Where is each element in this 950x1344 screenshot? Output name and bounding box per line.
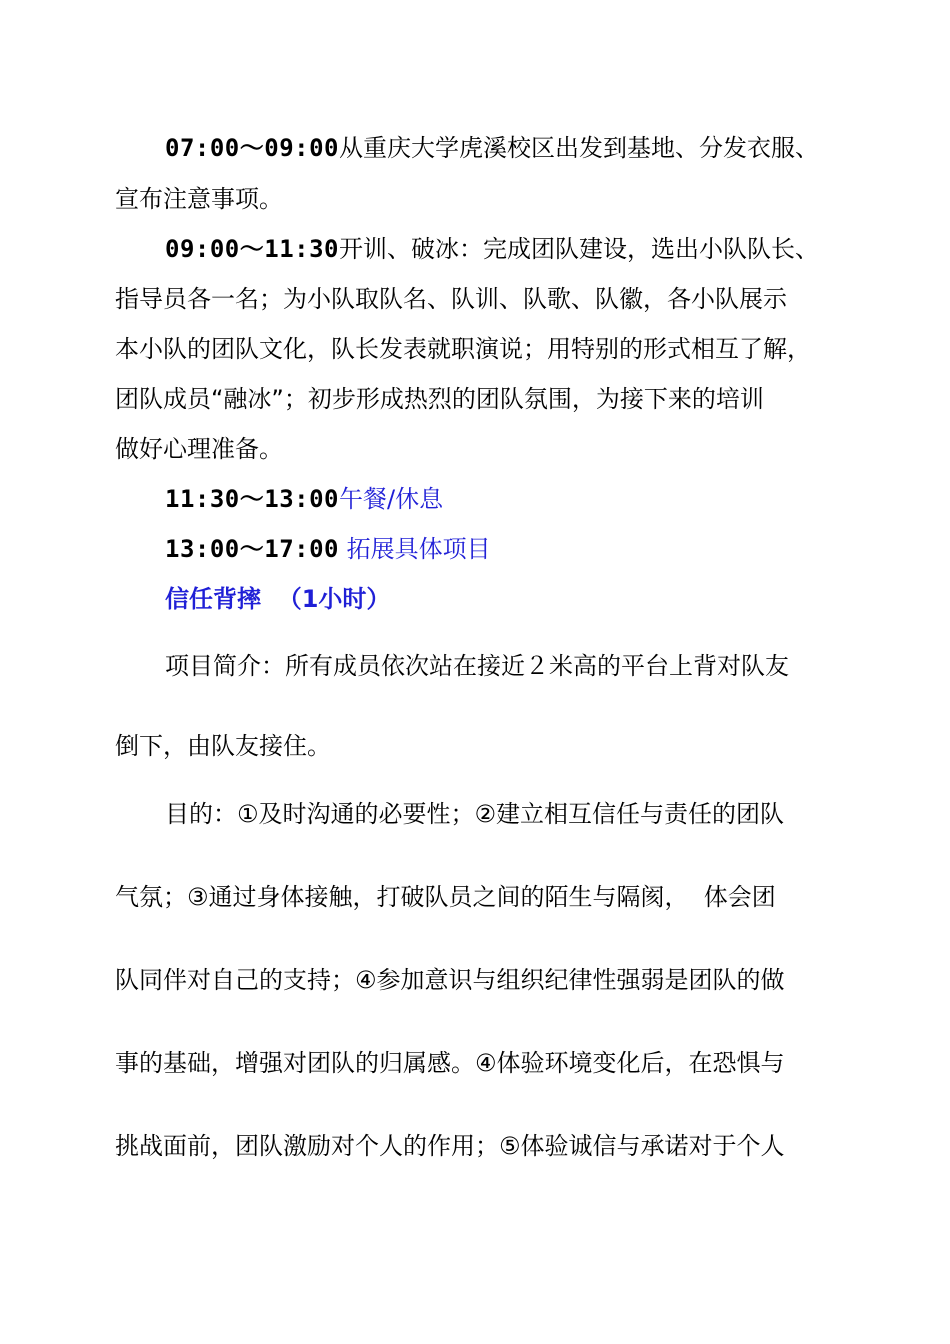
project-purpose-text: 队同伴对自己的支持；④参加意识与组织纪律性强弱是团队的做 xyxy=(115,966,785,994)
schedule-text: 午餐/休息 xyxy=(339,485,444,513)
schedule-line-3 xyxy=(0,482,950,516)
schedule-text: 本小队的团队文化，队长发表就职演说；用特别的形式相互了解， xyxy=(115,335,811,363)
project-purpose-text: 事的基础，增强对团队的归属感。④体验环境变化后，在恐惧与 xyxy=(115,1049,785,1077)
schedule-text: 宣布注意事项。 xyxy=(115,185,283,213)
schedule-time: 11:30～13:00 xyxy=(165,485,339,513)
schedule-line-2-cont-2 xyxy=(0,332,950,366)
schedule-time: 07:00～09:00 xyxy=(165,134,339,162)
project-purpose-text: 气氛；③通过身体接触，打破队员之间的陌生与隔阂， 体会团 xyxy=(115,883,776,911)
project-purpose-line-1 xyxy=(0,797,950,831)
schedule-text: 指导员各一名；为小队取队名、队训、队歌、队徽，各小队展示 xyxy=(115,285,787,313)
schedule-line-4 xyxy=(0,532,950,566)
project-purpose-line-4 xyxy=(0,1046,950,1080)
schedule-text: 拓展具体项目 xyxy=(339,535,491,563)
project-purpose-text: 目的：①及时沟通的必要性；②建立相互信任与责任的团队 xyxy=(165,800,785,828)
project-purpose-text: 挑战面前，团队激励对个人的作用；⑤体验诚信与承诺对于个人 xyxy=(115,1132,785,1160)
schedule-text: 从重庆大学虎溪校区出发到基地、分发衣服、 xyxy=(339,134,819,162)
project-intro-text: 项目简介：所有成员依次站在接近２米高的平台上背对队友 xyxy=(165,652,789,680)
schedule-time: 09:00～11:30 xyxy=(165,235,339,263)
project-title-text: 信任背摔 （1小时） xyxy=(165,585,391,613)
project-title xyxy=(0,582,950,616)
schedule-line-2-cont-3 xyxy=(0,382,950,416)
project-purpose-line-3 xyxy=(0,963,950,997)
project-purpose-line-2 xyxy=(0,880,950,914)
schedule-line-1-cont xyxy=(0,182,950,216)
schedule-line-1 xyxy=(0,131,950,165)
schedule-time: 13:00～17:00 xyxy=(165,535,339,563)
project-purpose-line-5 xyxy=(0,1129,950,1163)
schedule-text: 做好心理准备。 xyxy=(115,435,283,463)
schedule-line-2-cont-4 xyxy=(0,432,950,466)
schedule-text: 开训、破冰：完成团队建设，选出小队队长、 xyxy=(339,235,819,263)
schedule-line-2 xyxy=(0,232,950,266)
project-intro-text: 倒下，由队友接住。 xyxy=(115,732,331,760)
project-intro-cont xyxy=(0,729,950,763)
schedule-text: 团队成员“融冰”；初步形成热烈的团队氛围，为接下来的培训 xyxy=(115,385,764,413)
project-intro xyxy=(0,649,950,683)
schedule-line-2-cont-1 xyxy=(0,282,950,316)
